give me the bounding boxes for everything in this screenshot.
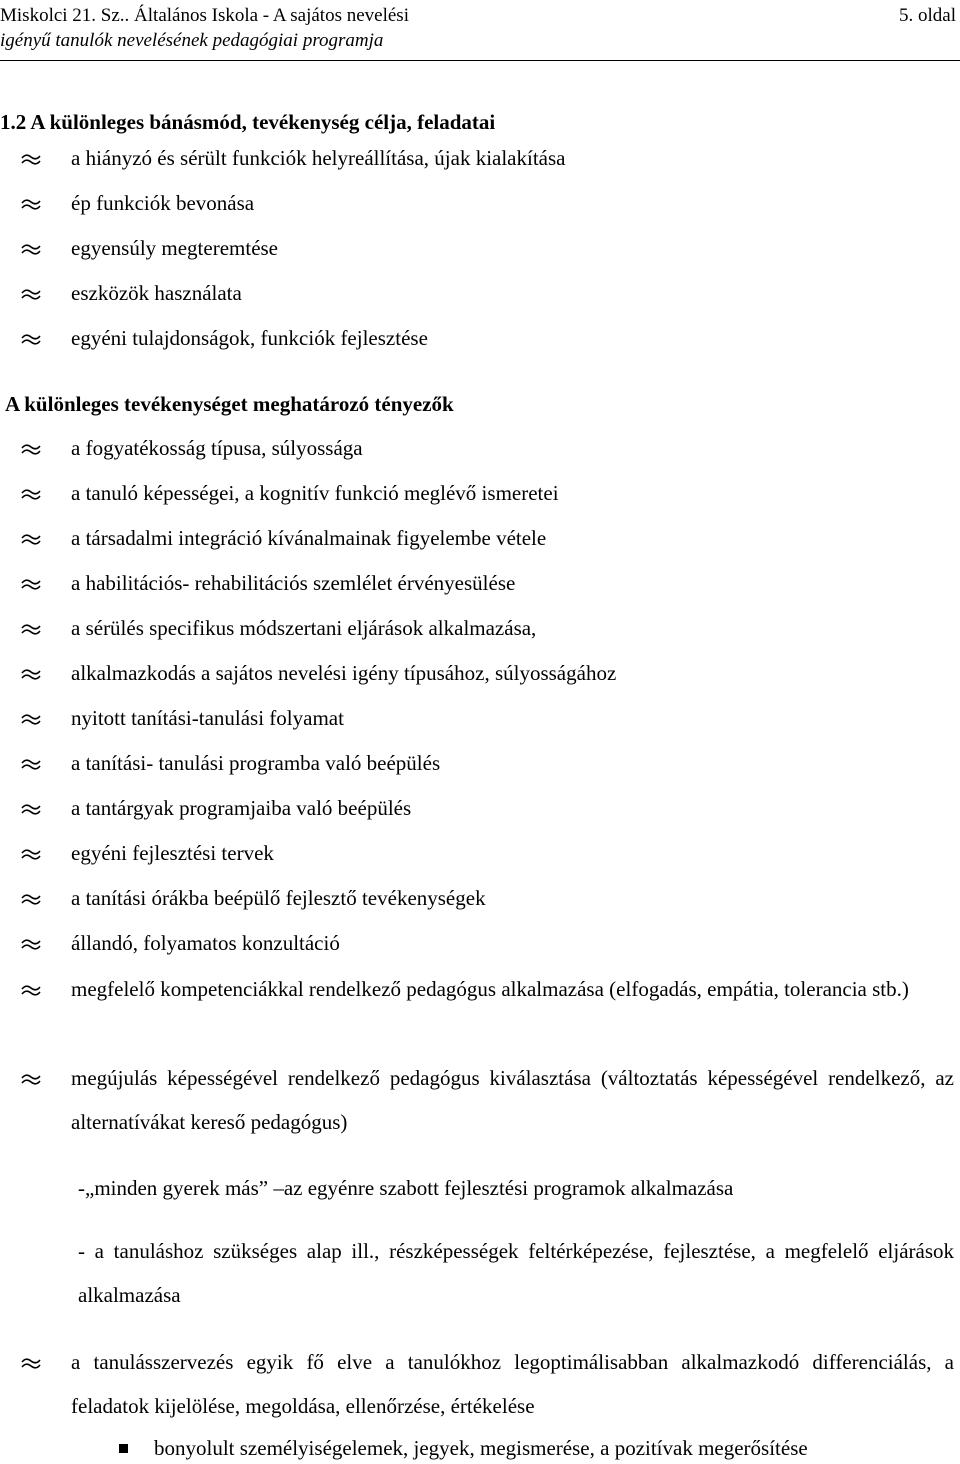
list-item-text: alkalmazkodás a sajátos nevelési igény típusához, súlyosságához [71,661,617,685]
approx-bullet-icon [20,983,42,997]
section-heading: A különleges tevékenységet meghatározó tényezők [5,392,454,416]
approx-bullet-icon [20,802,42,816]
list-item-text: a tantárgyak programjaiba való beépülés [71,796,412,820]
approx-bullet-icon [20,1072,42,1086]
approx-bullet-icon [20,892,42,906]
list-item-text: a hiányzó és sérült funkciók helyreállítása, újak kialakítása [71,146,566,170]
approx-bullet-icon [20,757,42,771]
approx-bullet-icon [20,487,42,501]
list-item-text: a társadalmi integráció kívánalmainak figyelembe vétele [71,526,547,550]
list-item-text: a habilitációs- rehabilitációs szemlélet érvényesülése [71,571,516,595]
approx-bullet-icon [20,1356,42,1370]
approx-bullet-icon [20,442,42,456]
approx-bullet-icon [20,332,42,346]
list-item-text: megfelelő kompetenciákkal rendelkező pedagógus alkalmazása (elfogadás, empátia, tolerancia stb.) [71,977,909,1001]
list-item-text: egyéni tulajdonságok, funkciók fejlesztése [71,326,428,350]
header-school-name: Miskolci 21. Sz.. Általános Iskola - A sajátos nevelési [0,5,409,26]
dash-item-text: -„minden gyerek más” –az egyénre szabott fejlesztési programok alkalmazása [78,1176,734,1200]
page-header [0,0,960,60]
section-heading: 1.2 A különleges bánásmód, tevékenység célja, feladatai [0,110,496,134]
approx-bullet-icon [20,847,42,861]
approx-bullet-icon [20,577,42,591]
approx-bullet-icon [20,242,42,256]
header-program-title: igényű tanulók nevelésének pedagógiai programja [0,30,384,51]
list-item-text: a tanítási órákba beépülő fejlesztő tevékenységek [71,886,486,910]
approx-bullet-icon [20,937,42,951]
list-item-text: a sérülés specifikus módszertani eljárások alkalmazása, [71,616,537,640]
list-item-text: nyitott tanítási-tanulási folyamat [71,706,344,730]
approx-bullet-icon [20,287,42,301]
list-item-text: a tanítási- tanulási programba való beépülés [71,751,441,775]
list-item-text: a fogyatékosság típusa, súlyossága [71,436,363,460]
list-item-text: eszközök használata [71,281,242,305]
list-item-text: egyéni fejlesztési tervek [71,841,274,865]
approx-bullet-icon [20,532,42,546]
approx-bullet-icon [20,152,42,166]
list-item-text: a tanulásszervezés egyik fő elve a tanulókhoz legoptimálisabban alkalmazkodó differenciálás, a feladatok kijelölése, megoldása, ellenőrzése, értékelése [71,1350,954,1418]
header-divider [0,60,960,61]
page-number: 5. oldal [899,5,956,26]
approx-bullet-icon [20,667,42,681]
list-item-text: megújulás képességével rendelkező pedagógus kiválasztása (változtatás képességével rendelkező, az alternatívákat kereső pedagógus) [71,1066,954,1134]
list-item-text: ép funkciók bevonása [71,191,255,215]
list-item-text: állandó, folyamatos konzultáció [71,931,340,955]
dash-item-text: - a tanuláshoz szükséges alap ill., részképességek feltérképezése, fejlesztése, a megfelelő eljárások alkalmazása [78,1239,954,1307]
approx-bullet-icon [20,712,42,726]
list-item-text: a tanuló képességei, a kognitív funkció meglévő ismeretei [71,481,559,505]
sub-list-item-text: bonyolult személyiségelemek, jegyek, megismerése, a pozitívak megerősítése [154,1436,808,1460]
list-item-text: egyensúly megteremtése [71,236,279,260]
approx-bullet-icon [20,197,42,211]
square-bullet-icon [119,1444,128,1453]
approx-bullet-icon [20,622,42,636]
